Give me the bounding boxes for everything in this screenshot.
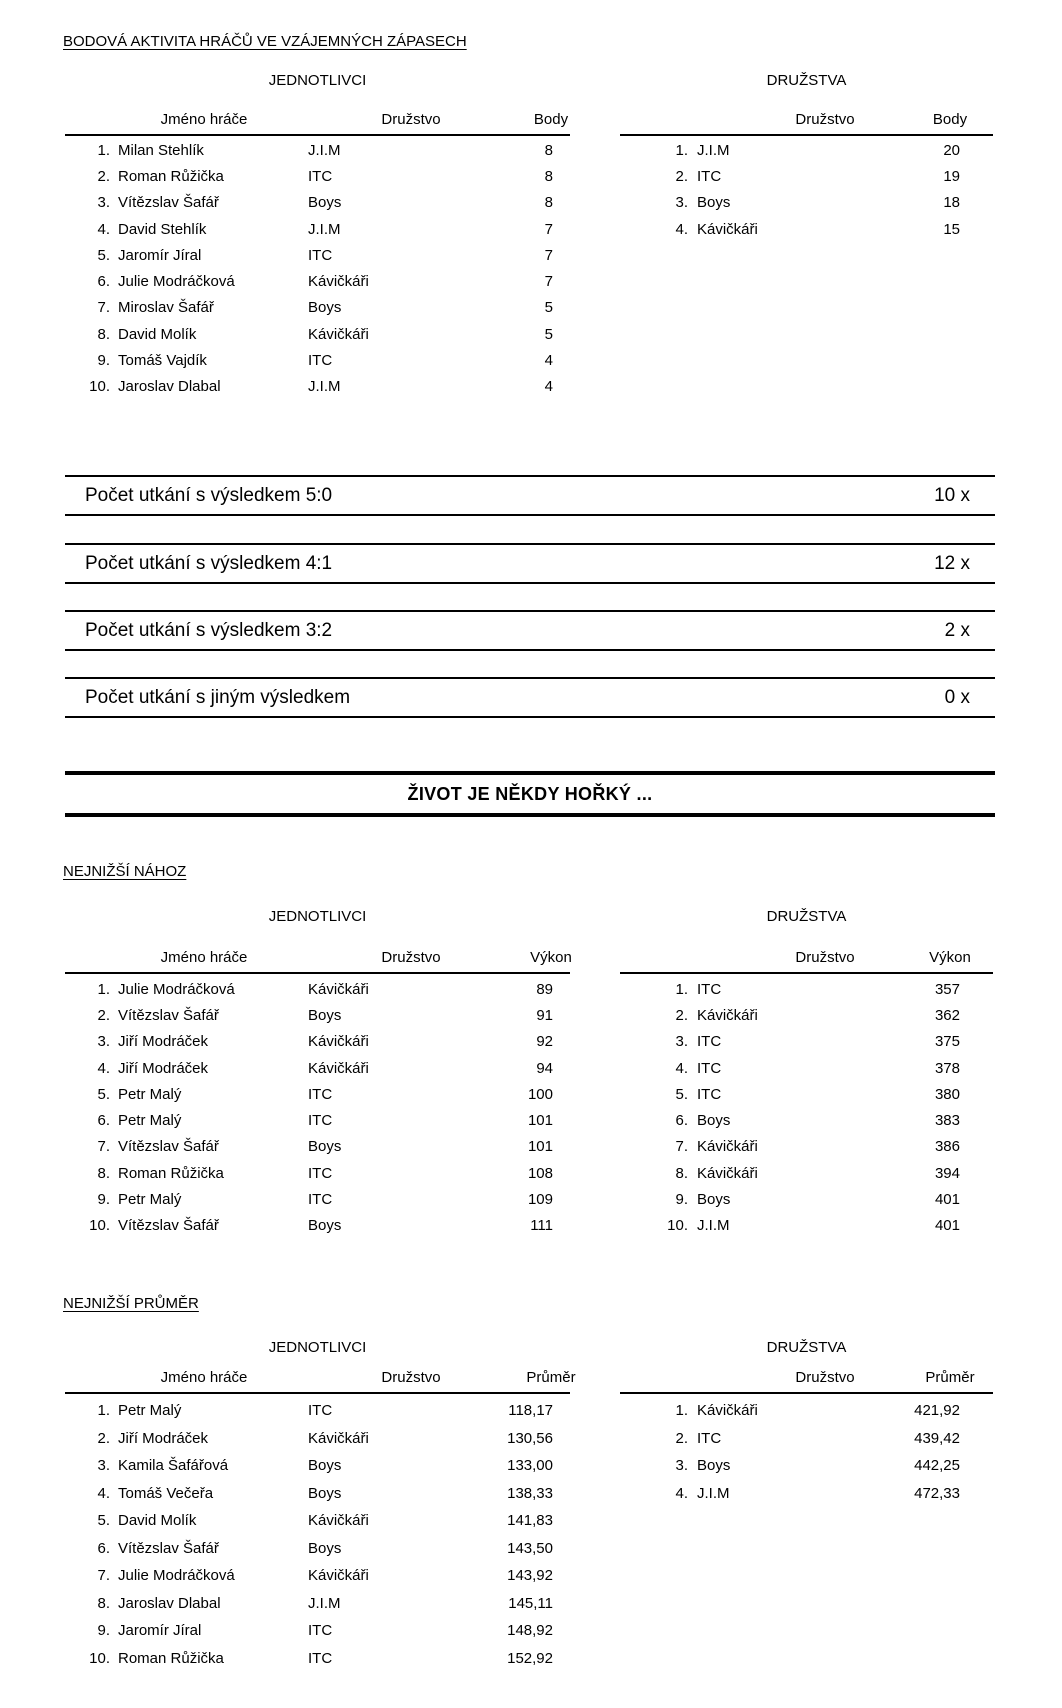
cell-value: 108 xyxy=(527,1164,553,1182)
cell-name: Julie Modráčková xyxy=(118,273,235,291)
cell-name: Jiří Modráček xyxy=(118,1033,209,1051)
cell-rank: 5. xyxy=(97,1512,110,1530)
points-teams-table xyxy=(620,137,993,242)
cell-team: Boys xyxy=(697,1457,731,1475)
cell-team: J.I.M xyxy=(308,141,341,159)
cell-value: 380 xyxy=(934,1085,960,1103)
header-team: Družstvo xyxy=(795,949,855,966)
banner-result-other xyxy=(65,677,995,718)
cell-rank: 8. xyxy=(97,325,110,343)
cell-value: 5 xyxy=(544,299,553,317)
table-row xyxy=(65,1535,570,1563)
cell-team: Kávičkáři xyxy=(308,980,369,998)
cell-name: Jaromír Jíral xyxy=(118,1622,202,1640)
cell-rank: 9. xyxy=(97,352,110,370)
cell-value: 386 xyxy=(934,1138,960,1156)
cell-rank: 3. xyxy=(675,1457,688,1475)
cell-name: Jaroslav Dlabal xyxy=(118,378,221,396)
teams-label: DRUŽSTVA xyxy=(766,1339,847,1356)
cell-value: 130,56 xyxy=(507,1429,553,1447)
cell-team: Kávičkáři xyxy=(308,1429,369,1447)
cell-name: Julie Modráčková xyxy=(118,1567,235,1585)
banner-label: Počet utkání s výsledkem 3:2 xyxy=(85,619,333,641)
cell-team: ITC xyxy=(697,1059,722,1077)
cell-team: Kávičkáři xyxy=(697,1006,758,1024)
cell-team: ITC xyxy=(308,1649,333,1667)
cell-value: 15 xyxy=(943,220,960,238)
cell-name: Tomáš Vajdík xyxy=(118,352,207,370)
cell-rank: 9. xyxy=(675,1191,688,1209)
cell-team: ITC xyxy=(308,1191,333,1209)
header-team: Družstvo xyxy=(381,111,441,128)
table-row xyxy=(65,1134,570,1160)
cell-value: 378 xyxy=(934,1059,960,1077)
cell-value: 472,33 xyxy=(914,1484,960,1502)
header-score: Výkon xyxy=(530,949,572,966)
cell-value: 4 xyxy=(544,352,553,370)
banner-count: 12 x xyxy=(934,552,970,574)
table-row xyxy=(65,1617,570,1645)
cell-value: 8 xyxy=(544,141,553,159)
table-row xyxy=(620,1480,993,1508)
cell-value: 143,92 xyxy=(507,1567,553,1585)
cell-value: 394 xyxy=(934,1164,960,1182)
banner-count: 10 x xyxy=(934,484,970,506)
table-row xyxy=(65,1081,570,1107)
cell-name: Vítězslav Šafář xyxy=(118,1006,219,1024)
table-row xyxy=(65,1480,570,1508)
cell-name: Vítězslav Šafář xyxy=(118,194,219,212)
cell-rank: 1. xyxy=(97,141,110,159)
cell-rank: 4. xyxy=(97,1484,110,1502)
cell-rank: 7. xyxy=(97,1567,110,1585)
table-row xyxy=(65,1186,570,1212)
cell-rank: 5. xyxy=(675,1085,688,1103)
cell-rank: 3. xyxy=(97,194,110,212)
points-teams-header xyxy=(620,104,993,136)
cell-team: J.I.M xyxy=(308,220,341,238)
points-individuals-header xyxy=(65,104,570,136)
banner-label: Počet utkání s jiným výsledkem xyxy=(85,686,351,708)
cell-name: David Molík xyxy=(118,1512,197,1530)
cell-team: Boys xyxy=(308,1006,342,1024)
cell-rank: 7. xyxy=(97,1138,110,1156)
cell-value: 111 xyxy=(530,1217,553,1235)
cell-team: Kávičkáři xyxy=(308,273,369,291)
cell-name: Petr Malý xyxy=(118,1112,182,1130)
cell-team: ITC xyxy=(308,1164,333,1182)
cell-name: Jaroslav Dlabal xyxy=(118,1594,221,1612)
cell-team: Boys xyxy=(308,1457,342,1475)
cell-value: 148,92 xyxy=(507,1622,553,1640)
cell-rank: 4. xyxy=(675,1484,688,1502)
table-row xyxy=(620,137,993,163)
cell-team: Boys xyxy=(697,1112,731,1130)
cell-team: Boys xyxy=(308,1217,342,1235)
table-row xyxy=(65,242,570,268)
lowest-average-teams-table xyxy=(620,1397,993,1507)
header-points: Body xyxy=(932,111,968,128)
cell-name: Vítězslav Šafář xyxy=(118,1539,219,1557)
cell-team: ITC xyxy=(308,1112,333,1130)
header-player-name: Jméno hráče xyxy=(160,949,248,966)
table-row xyxy=(65,1160,570,1186)
cell-rank: 7. xyxy=(97,299,110,317)
table-row xyxy=(65,1107,570,1133)
table-row xyxy=(620,1002,993,1028)
cell-value: 100 xyxy=(527,1085,553,1103)
cell-value: 357 xyxy=(934,980,960,998)
table-row xyxy=(620,163,993,189)
cell-rank: 4. xyxy=(675,220,688,238)
cell-team: ITC xyxy=(308,1622,333,1640)
cell-value: 7 xyxy=(544,273,553,291)
table-row xyxy=(620,976,993,1002)
cell-rank: 3. xyxy=(97,1033,110,1051)
cell-value: 18 xyxy=(943,194,960,212)
table-row xyxy=(620,216,993,242)
table-row xyxy=(620,1029,993,1055)
cell-name: Tomáš Večeřa xyxy=(118,1484,214,1502)
cell-team: ITC xyxy=(697,167,722,185)
cell-value: 145,11 xyxy=(508,1594,553,1612)
individuals-label: JEDNOTLIVCI xyxy=(268,1339,367,1356)
table-row xyxy=(620,1081,993,1107)
cell-name: Jaromír Jíral xyxy=(118,246,202,264)
cell-team: J.I.M xyxy=(697,141,730,159)
points-individuals-table xyxy=(65,137,570,400)
cell-rank: 2. xyxy=(675,1006,688,1024)
cell-value: 133,00 xyxy=(507,1457,553,1475)
table-row xyxy=(620,1425,993,1453)
cell-team: Kávičkáři xyxy=(697,1138,758,1156)
cell-team: ITC xyxy=(308,352,333,370)
cell-value: 143,50 xyxy=(507,1539,553,1557)
header-team: Družstvo xyxy=(795,1369,855,1386)
cell-rank: 6. xyxy=(97,1539,110,1557)
cell-rank: 3. xyxy=(675,1033,688,1051)
table-row xyxy=(65,1645,570,1673)
table-row xyxy=(620,1213,993,1239)
cell-rank: 10. xyxy=(89,378,110,396)
table-row xyxy=(65,321,570,347)
table-row xyxy=(620,1452,993,1480)
cell-team: Kávičkáři xyxy=(308,1567,369,1585)
cell-team: J.I.M xyxy=(308,1594,341,1612)
cell-rank: 2. xyxy=(97,167,110,185)
cell-value: 7 xyxy=(544,220,553,238)
cell-value: 401 xyxy=(934,1191,960,1209)
table-row xyxy=(620,1186,993,1212)
table-row xyxy=(65,1002,570,1028)
cell-value: 152,92 xyxy=(507,1649,553,1667)
cell-value: 442,25 xyxy=(914,1457,960,1475)
cell-name: Kamila Šafářová xyxy=(118,1457,229,1475)
banner-result-4-1 xyxy=(65,543,995,584)
banner-result-5-0 xyxy=(65,475,995,516)
table-row xyxy=(65,268,570,294)
header-score: Výkon xyxy=(929,949,971,966)
table-row xyxy=(65,190,570,216)
cell-value: 5 xyxy=(544,325,553,343)
cell-rank: 2. xyxy=(97,1006,110,1024)
cell-rank: 2. xyxy=(675,167,688,185)
table-row xyxy=(65,295,570,321)
cell-team: Boys xyxy=(308,194,342,212)
banner-count: 0 x xyxy=(944,686,970,708)
lowest-average-individuals-header xyxy=(65,1362,576,1394)
cell-value: 118,17 xyxy=(508,1402,553,1420)
cell-team: Boys xyxy=(308,1138,342,1156)
cell-value: 383 xyxy=(934,1112,960,1130)
banner-result-3-2 xyxy=(65,610,995,651)
cell-team: ITC xyxy=(308,1402,333,1420)
table-row xyxy=(65,374,570,400)
cell-name: Petr Malý xyxy=(118,1402,182,1420)
cell-team: ITC xyxy=(697,1085,722,1103)
cell-rank: 2. xyxy=(97,1429,110,1447)
cell-name: David Stehlík xyxy=(118,220,207,238)
banner-label: Počet utkání s výsledkem 4:1 xyxy=(85,552,333,574)
header-average: Průměr xyxy=(925,1369,975,1386)
table-row xyxy=(65,1452,570,1480)
cell-value: 89 xyxy=(536,980,553,998)
table-row xyxy=(65,1507,570,1535)
cell-value: 19 xyxy=(943,167,960,185)
cell-name: Miroslav Šafář xyxy=(118,299,214,317)
table-row xyxy=(65,137,570,163)
lowest-average-heading: NEJNIŽŠÍ PRŮMĚR xyxy=(63,1295,199,1312)
cell-rank: 2. xyxy=(675,1429,688,1447)
cell-team: ITC xyxy=(697,1033,722,1051)
cell-team: J.I.M xyxy=(697,1217,730,1235)
cell-value: 7 xyxy=(544,246,553,264)
table-row xyxy=(65,1055,570,1081)
table-row xyxy=(620,1397,993,1425)
cell-team: ITC xyxy=(308,167,333,185)
cell-value: 101 xyxy=(527,1138,553,1156)
table-row xyxy=(65,1029,570,1055)
cell-value: 109 xyxy=(527,1191,553,1209)
divider-title: ŽIVOT JE NĚKDY HOŘKÝ ... xyxy=(407,783,653,804)
cell-name: Petr Malý xyxy=(118,1191,182,1209)
cell-team: Kávičkáři xyxy=(308,1512,369,1530)
lowest-game-individuals-table xyxy=(65,976,570,1239)
cell-rank: 1. xyxy=(97,1402,110,1420)
header-team: Družstvo xyxy=(795,111,855,128)
cell-name: Julie Modráčková xyxy=(118,980,235,998)
lowest-game-heading: NEJNIŽŠÍ NÁHOZ xyxy=(63,863,187,880)
cell-value: 375 xyxy=(934,1033,960,1051)
cell-rank: 4. xyxy=(97,220,110,238)
cell-rank: 1. xyxy=(675,141,688,159)
cell-name: Milan Stehlík xyxy=(118,141,204,159)
individuals-label: JEDNOTLIVCI xyxy=(268,908,367,925)
lowest-game-teams-header xyxy=(620,942,993,974)
cell-team: Kávičkáři xyxy=(308,1059,369,1077)
cell-name: Roman Růžička xyxy=(118,1164,224,1182)
header-player-name: Jméno hráče xyxy=(160,111,248,128)
cell-value: 94 xyxy=(536,1059,553,1077)
cell-team: ITC xyxy=(308,246,333,264)
teams-label: DRUŽSTVA xyxy=(766,908,847,925)
page-title: BODOVÁ AKTIVITA HRÁČŮ VE VZÁJEMNÝCH ZÁPASECH xyxy=(63,33,467,50)
cell-value: 141,83 xyxy=(507,1512,553,1530)
cell-team: ITC xyxy=(697,1429,722,1447)
table-row xyxy=(65,1562,570,1590)
lowest-game-teams-table xyxy=(620,976,993,1239)
cell-rank: 10. xyxy=(667,1217,688,1235)
table-row xyxy=(65,347,570,373)
header-points: Body xyxy=(533,111,569,128)
table-row xyxy=(620,1160,993,1186)
cell-rank: 9. xyxy=(97,1622,110,1640)
header-player-name: Jméno hráče xyxy=(160,1369,248,1386)
cell-name: Roman Růžička xyxy=(118,1649,224,1667)
cell-rank: 4. xyxy=(97,1059,110,1077)
cell-rank: 10. xyxy=(89,1649,110,1667)
cell-value: 138,33 xyxy=(507,1484,553,1502)
cell-rank: 6. xyxy=(97,1112,110,1130)
cell-team: Boys xyxy=(697,194,731,212)
cell-rank: 4. xyxy=(675,1059,688,1077)
cell-rank: 8. xyxy=(675,1164,688,1182)
header-average: Průměr xyxy=(526,1369,576,1386)
table-row xyxy=(620,1134,993,1160)
section-divider xyxy=(65,771,995,817)
cell-team: ITC xyxy=(308,1085,333,1103)
cell-team: J.I.M xyxy=(697,1484,730,1502)
cell-rank: 5. xyxy=(97,246,110,264)
cell-value: 8 xyxy=(544,167,553,185)
cell-value: 362 xyxy=(934,1006,960,1024)
cell-value: 20 xyxy=(943,141,960,159)
cell-team: Kávičkáři xyxy=(697,1164,758,1182)
cell-team: Kávičkáři xyxy=(697,220,758,238)
table-row xyxy=(65,1590,570,1618)
cell-rank: 10. xyxy=(89,1217,110,1235)
cell-name: Jiří Modráček xyxy=(118,1429,209,1447)
cell-rank: 8. xyxy=(97,1594,110,1612)
cell-rank: 5. xyxy=(97,1085,110,1103)
cell-team: Boys xyxy=(308,1484,342,1502)
table-row xyxy=(65,1425,570,1453)
individuals-label: JEDNOTLIVCI xyxy=(268,72,367,89)
cell-rank: 6. xyxy=(675,1112,688,1130)
cell-name: Petr Malý xyxy=(118,1085,182,1103)
cell-name: Jiří Modráček xyxy=(118,1059,209,1077)
cell-rank: 9. xyxy=(97,1191,110,1209)
cell-team: Kávičkáři xyxy=(308,1033,369,1051)
cell-team: J.I.M xyxy=(308,378,341,396)
banner-label: Počet utkání s výsledkem 5:0 xyxy=(85,484,333,506)
cell-rank: 1. xyxy=(675,1402,688,1420)
cell-name: Vítězslav Šafář xyxy=(118,1138,219,1156)
cell-rank: 1. xyxy=(675,980,688,998)
lowest-game-individuals-header xyxy=(65,942,570,974)
header-team: Družstvo xyxy=(381,1369,441,1386)
cell-rank: 8. xyxy=(97,1164,110,1182)
cell-rank: 1. xyxy=(97,980,110,998)
table-row xyxy=(65,163,570,189)
table-row xyxy=(65,976,570,1002)
header-team: Družstvo xyxy=(381,949,441,966)
table-row xyxy=(620,1055,993,1081)
cell-team: Boys xyxy=(308,299,342,317)
cell-team: Kávičkáři xyxy=(308,325,369,343)
cell-value: 4 xyxy=(544,378,553,396)
cell-team: Boys xyxy=(697,1191,731,1209)
cell-name: David Molík xyxy=(118,325,197,343)
cell-team: Boys xyxy=(308,1539,342,1557)
cell-name: Vítězslav Šafář xyxy=(118,1217,219,1235)
table-row xyxy=(620,190,993,216)
cell-value: 91 xyxy=(536,1006,553,1024)
table-row xyxy=(65,1397,570,1425)
cell-value: 92 xyxy=(536,1033,553,1051)
cell-team: Kávičkáři xyxy=(697,1402,758,1420)
cell-value: 401 xyxy=(934,1217,960,1235)
table-row xyxy=(65,1213,570,1239)
cell-rank: 3. xyxy=(97,1457,110,1475)
cell-rank: 6. xyxy=(97,273,110,291)
cell-value: 439,42 xyxy=(914,1429,960,1447)
cell-rank: 3. xyxy=(675,194,688,212)
cell-team: ITC xyxy=(697,980,722,998)
cell-value: 8 xyxy=(544,194,553,212)
banner-count: 2 x xyxy=(944,619,970,641)
table-row xyxy=(620,1107,993,1133)
cell-value: 421,92 xyxy=(914,1402,960,1420)
table-row xyxy=(65,216,570,242)
teams-label: DRUŽSTVA xyxy=(766,72,847,89)
cell-rank: 7. xyxy=(675,1138,688,1156)
lowest-average-teams-header xyxy=(620,1362,993,1394)
cell-value: 101 xyxy=(527,1112,553,1130)
lowest-average-individuals-table xyxy=(65,1397,570,1672)
cell-name: Roman Růžička xyxy=(118,167,224,185)
